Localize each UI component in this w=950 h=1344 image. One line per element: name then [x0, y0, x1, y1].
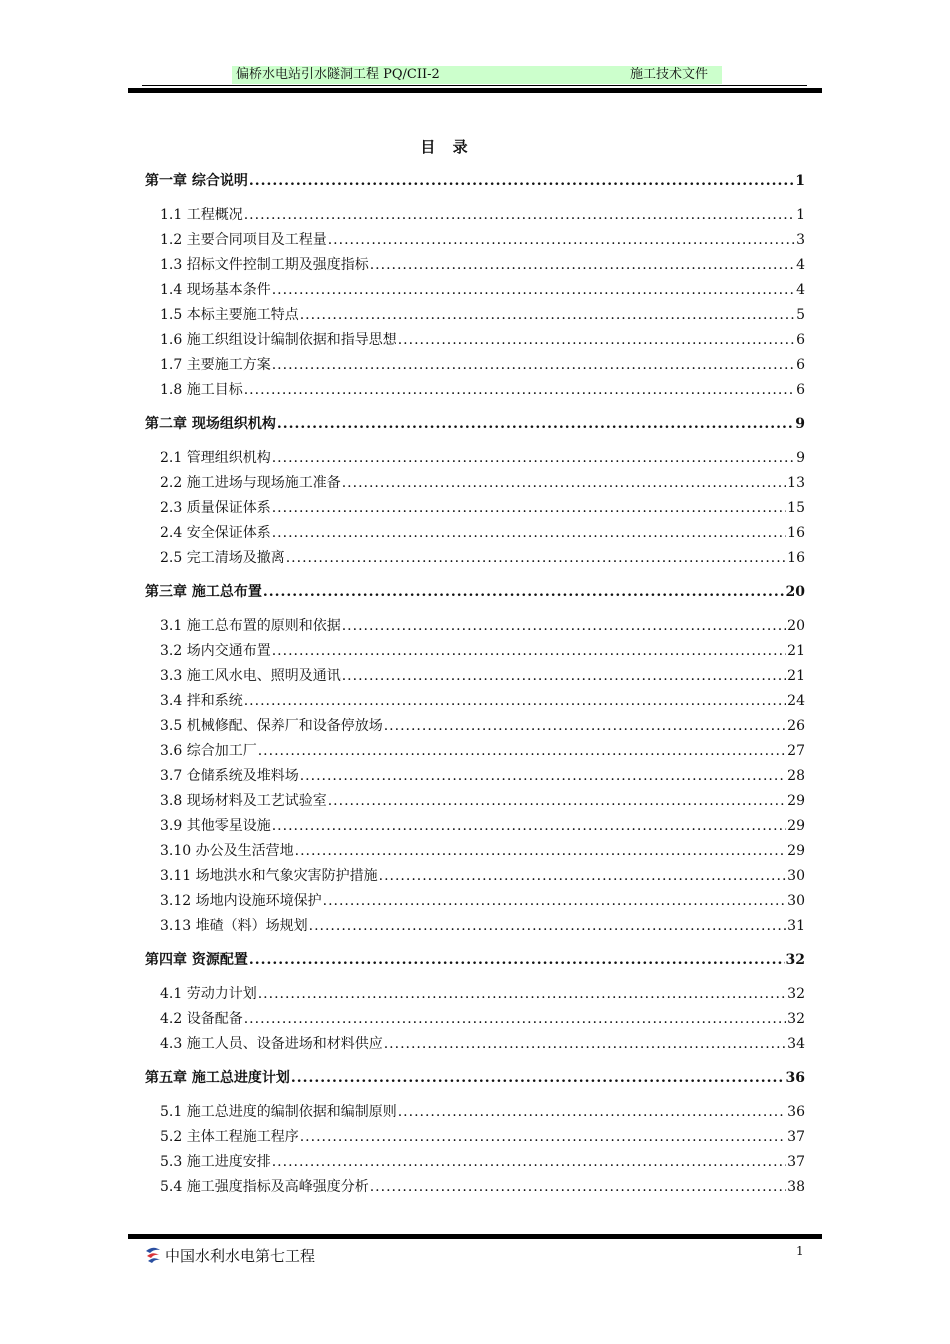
toc-leader-dots — [398, 1102, 786, 1122]
toc-section-entry[interactable] — [145, 230, 805, 250]
toc-entry-label: 3.12 场地内设施环境保护 — [160, 893, 322, 909]
toc-chapter-entry[interactable] — [145, 414, 805, 434]
toc-entry-page: 15 — [787, 500, 805, 516]
toc-entry-label: 5.2 主体工程施工程序 — [160, 1129, 299, 1145]
toc-entry-page: 27 — [787, 743, 805, 759]
toc-leader-dots — [272, 523, 786, 543]
toc-entry-page: 1 — [796, 207, 805, 223]
toc-entry-label: 3.11 场地洪水和气象灾害防护措施 — [160, 868, 378, 884]
toc-leader-dots — [272, 448, 795, 468]
toc-entry-page: 20 — [787, 618, 805, 634]
toc-entry-page: 32 — [785, 952, 805, 968]
toc-section-entry[interactable] — [145, 1034, 805, 1054]
toc-leader-dots — [249, 950, 785, 970]
toc-leader-dots — [295, 841, 787, 861]
toc-entry-page: 4 — [796, 282, 805, 298]
toc-section-entry[interactable] — [145, 866, 805, 886]
toc-section-entry[interactable] — [145, 255, 805, 275]
toc-entry-label: 1.7 主要施工方案 — [160, 357, 271, 373]
toc-entry-label: 4.1 劳动力计划 — [160, 986, 257, 1002]
toc-leader-dots — [249, 171, 794, 191]
toc-entry-label: 第三章 施工总布置 — [145, 584, 262, 600]
toc-leader-dots — [272, 280, 795, 300]
toc-entry-page: 29 — [787, 818, 805, 834]
toc-entry-page: 5 — [796, 307, 805, 323]
toc-section-entry[interactable] — [145, 691, 805, 711]
toc-entry-label: 3.5 机械修配、保养厂和设备停放场 — [160, 718, 383, 734]
toc-entry-page: 21 — [787, 668, 805, 684]
toc-entry-page: 30 — [787, 893, 805, 909]
toc-section-entry[interactable] — [145, 816, 805, 836]
toc-entry-page: 31 — [787, 918, 805, 934]
toc-section-entry[interactable] — [145, 716, 805, 736]
toc-entry-page: 29 — [787, 793, 805, 809]
toc-entry-label: 5.3 施工进度安排 — [160, 1154, 271, 1170]
toc-entry-page: 36 — [785, 1070, 805, 1086]
toc-leader-dots — [272, 355, 795, 375]
toc-entry-label: 2.3 质量保证体系 — [160, 500, 271, 516]
toc-entry-page: 16 — [787, 550, 805, 566]
toc-entry-page: 24 — [787, 693, 805, 709]
toc-entry-label: 1.8 施工目标 — [160, 382, 243, 398]
toc-entry-label: 2.5 完工清场及撤离 — [160, 550, 285, 566]
toc-section-entry[interactable] — [145, 380, 805, 400]
toc-leader-dots — [328, 791, 786, 811]
toc-entry-label: 3.9 其他零星设施 — [160, 818, 271, 834]
toc-entry-label: 1.2 主要合同项目及工程量 — [160, 232, 327, 248]
toc-leader-dots — [258, 984, 786, 1004]
toc-leader-dots — [272, 498, 786, 518]
toc-entry-page: 1 — [795, 173, 805, 189]
toc-section-entry[interactable] — [145, 891, 805, 911]
toc-section-entry[interactable] — [145, 841, 805, 861]
toc-section-entry[interactable] — [145, 548, 805, 568]
toc-section-entry[interactable] — [145, 666, 805, 686]
toc-entry-label: 1.3 招标文件控制工期及强度指标 — [160, 257, 369, 273]
toc-leader-dots — [272, 641, 786, 661]
toc-chapter-entry[interactable] — [145, 1068, 805, 1088]
toc-leader-dots — [323, 891, 787, 911]
toc-leader-dots — [272, 816, 786, 836]
toc-section-entry[interactable] — [145, 280, 805, 300]
toc-entry-page: 29 — [787, 843, 805, 859]
toc-leader-dots — [370, 255, 795, 275]
toc-entry-label: 3.7 仓储系统及堆料场 — [160, 768, 299, 784]
toc-entry-page: 9 — [795, 416, 805, 432]
toc-entry-label: 3.6 综合加工厂 — [160, 743, 257, 759]
toc-section-entry[interactable] — [145, 473, 805, 493]
toc-entry-label: 4.3 施工人员、设备进场和材料供应 — [160, 1036, 383, 1052]
toc-section-entry[interactable] — [145, 1009, 805, 1029]
toc-section-entry[interactable] — [145, 1127, 805, 1147]
toc-entry-label: 3.2 场内交通布置 — [160, 643, 271, 659]
toc-entry-label: 第五章 施工总进度计划 — [145, 1070, 290, 1086]
toc-entry-page: 26 — [787, 718, 805, 734]
toc-leader-dots — [263, 582, 785, 602]
footer-page-number: 1 — [796, 1244, 804, 1258]
toc-section-entry[interactable] — [145, 791, 805, 811]
toc-leader-dots — [258, 741, 786, 761]
toc-entry-page: 9 — [796, 450, 805, 466]
toc-title: 目 录 — [420, 138, 474, 156]
toc-leader-dots — [244, 205, 795, 225]
toc-entry-page: 34 — [787, 1036, 805, 1052]
header-project-title: 偏桥水电站引水隧洞工程 PQ/CII-2 — [236, 67, 440, 82]
toc-entry-label: 3.3 施工风水电、照明及通讯 — [160, 668, 341, 684]
toc-section-entry[interactable] — [145, 1177, 805, 1197]
toc-leader-dots — [342, 473, 786, 493]
toc-leader-dots — [328, 230, 795, 250]
toc-leader-dots — [309, 916, 787, 936]
toc-entry-label: 2.4 安全保证体系 — [160, 525, 271, 541]
toc-section-entry[interactable] — [145, 330, 805, 350]
toc-entry-page: 37 — [787, 1154, 805, 1170]
toc-leader-dots — [244, 380, 795, 400]
toc-entry-label: 1.1 工程概况 — [160, 207, 243, 223]
toc-leader-dots — [300, 766, 786, 786]
toc-entry-label: 第一章 综合说明 — [145, 173, 248, 189]
toc-section-entry[interactable] — [145, 523, 805, 543]
toc-leader-dots — [342, 616, 786, 636]
toc-section-entry[interactable] — [145, 305, 805, 325]
toc-entry-page: 6 — [796, 332, 805, 348]
toc-entry-label: 1.5 本标主要施工特点 — [160, 307, 299, 323]
toc-entry-label: 1.6 施工织组设计编制依据和指导思想 — [160, 332, 397, 348]
toc-leader-dots — [291, 1068, 785, 1088]
toc-section-entry[interactable] — [145, 741, 805, 761]
toc-entry-page: 3 — [796, 232, 805, 248]
toc-entry-page: 36 — [787, 1104, 805, 1120]
toc-leader-dots — [244, 691, 786, 711]
toc-section-entry[interactable] — [145, 448, 805, 468]
toc-entry-page: 32 — [787, 986, 805, 1002]
toc-leader-dots — [384, 1034, 786, 1054]
toc-entry-page: 38 — [787, 1179, 805, 1195]
header-rule-thin — [142, 85, 807, 86]
toc-section-entry[interactable] — [145, 1102, 805, 1122]
toc-leader-dots — [300, 1127, 786, 1147]
toc-entry-page: 6 — [796, 382, 805, 398]
toc-entry-label: 1.4 现场基本条件 — [160, 282, 271, 298]
company-logo-icon — [143, 1244, 163, 1264]
toc-leader-dots — [286, 548, 786, 568]
toc-leader-dots — [370, 1177, 786, 1197]
toc-leader-dots — [300, 305, 795, 325]
toc-section-entry[interactable] — [145, 498, 805, 518]
toc-entry-label: 4.2 设备配备 — [160, 1011, 243, 1027]
toc-leader-dots — [398, 330, 795, 350]
toc-chapter-entry[interactable] — [145, 950, 805, 970]
toc-entry-page: 13 — [787, 475, 805, 491]
toc-chapter-entry[interactable] — [145, 171, 805, 191]
toc-entry-page: 32 — [787, 1011, 805, 1027]
toc-section-entry[interactable] — [145, 355, 805, 375]
toc-entry-label: 3.4 拌和系统 — [160, 693, 243, 709]
header-rule-thick — [128, 88, 822, 93]
toc-section-entry[interactable] — [145, 1152, 805, 1172]
toc-entry-page: 6 — [796, 357, 805, 373]
toc-entry-page: 28 — [787, 768, 805, 784]
toc-chapter-entry[interactable] — [145, 582, 805, 602]
toc-entry-label: 2.1 管理组织机构 — [160, 450, 271, 466]
toc-entry-page: 30 — [787, 868, 805, 884]
header-document-type: 施工技术文件 — [630, 67, 709, 82]
footer-organization: 中国水利水电第七工程 — [165, 1247, 316, 1265]
toc-leader-dots — [342, 666, 786, 686]
toc-entry-label: 3.13 堆碴（料）场规划 — [160, 918, 308, 934]
toc-section-entry[interactable] — [145, 205, 805, 225]
toc-entry-page: 16 — [787, 525, 805, 541]
toc-entry-label: 3.8 现场材料及工艺试验室 — [160, 793, 327, 809]
toc-section-entry[interactable] — [145, 984, 805, 1004]
toc-entry-label: 3.10 办公及生活营地 — [160, 843, 294, 859]
toc-entry-label: 2.2 施工进场与现场施工准备 — [160, 475, 341, 491]
toc-entry-page: 4 — [796, 257, 805, 273]
toc-entry-page: 21 — [787, 643, 805, 659]
toc-leader-dots — [384, 716, 786, 736]
toc-entry-label: 3.1 施工总布置的原则和依据 — [160, 618, 341, 634]
footer-rule — [128, 1234, 822, 1239]
toc-entry-page: 20 — [785, 584, 805, 600]
toc-section-entry[interactable] — [145, 916, 805, 936]
toc-entry-label: 5.4 施工强度指标及高峰强度分析 — [160, 1179, 369, 1195]
toc-entry-label: 第二章 现场组织机构 — [145, 416, 276, 432]
toc-entry-label: 5.1 施工总进度的编制依据和编制原则 — [160, 1104, 397, 1120]
toc-leader-dots — [244, 1009, 786, 1029]
toc-section-entry[interactable] — [145, 766, 805, 786]
toc-leader-dots — [272, 1152, 786, 1172]
toc-section-entry[interactable] — [145, 641, 805, 661]
toc-leader-dots — [277, 414, 794, 434]
toc-section-entry[interactable] — [145, 616, 805, 636]
toc-leader-dots — [379, 866, 787, 886]
toc-entry-label: 第四章 资源配置 — [145, 952, 248, 968]
toc-entry-page: 37 — [787, 1129, 805, 1145]
